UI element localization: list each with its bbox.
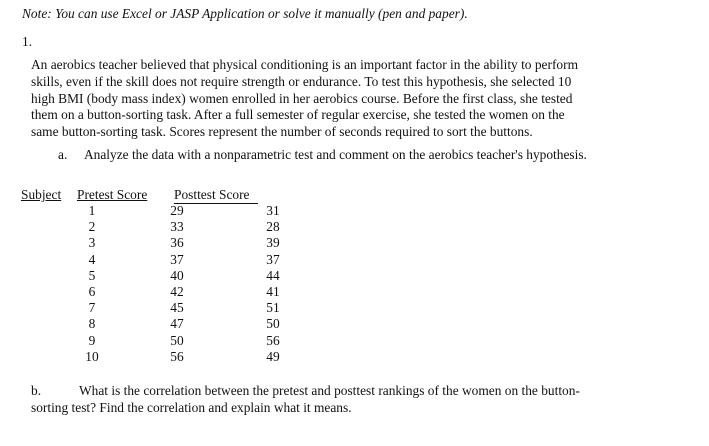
cell-pretest: 33 <box>170 219 184 235</box>
part-b-question-continued: sorting test? Find the correlation and explain what it means. <box>31 400 352 415</box>
cell-subject: 3 <box>88 235 96 251</box>
cell-posttest: 39 <box>266 235 280 251</box>
header-subject: Subject <box>21 187 62 202</box>
cell-pretest: 37 <box>170 251 184 267</box>
paragraph-line: them on a button-sorting task. After a full semester of regular exercise, she tested the women on the <box>31 107 565 123</box>
part-b-letter: b. <box>31 383 42 398</box>
paragraph-line: skills, even if the skill does not require strength or endurance. To test this hypothesis, she selected 10 <box>31 73 572 89</box>
table-row <box>0 219 709 235</box>
cell-pretest: 40 <box>170 267 184 283</box>
table-row <box>0 300 709 316</box>
cell-posttest: 41 <box>266 283 280 299</box>
cell-subject: 4 <box>88 251 96 267</box>
paragraph-line: An aerobics teacher believed that physical conditioning is an important factor in the ability to perform <box>31 57 578 72</box>
part-a-question: Analyze the data with a nonparametric test and comment on the aerobics teacher's hypothesis. <box>84 147 587 162</box>
table-row <box>0 235 709 251</box>
table-row <box>0 203 709 219</box>
cell-pretest: 42 <box>170 283 184 299</box>
cell-posttest: 31 <box>266 203 280 218</box>
cell-subject: 8 <box>88 316 96 332</box>
cell-subject: 9 <box>88 332 96 348</box>
cell-subject: 7 <box>88 300 96 316</box>
cell-subject: 1 <box>88 203 96 218</box>
table-row <box>0 316 709 332</box>
table-row <box>0 349 709 365</box>
header-posttest: Posttest Score <box>174 187 258 204</box>
table-row <box>0 268 709 284</box>
cell-pretest: 29 <box>170 203 184 218</box>
question-number: 1. <box>22 34 33 49</box>
paragraph-line: same button-sorting task. Scores represent the number of seconds required to sort the buttons. <box>31 124 533 140</box>
cell-subject: 5 <box>88 267 96 283</box>
cell-posttest: 56 <box>266 332 280 348</box>
cell-posttest: 28 <box>266 219 280 235</box>
cell-posttest: 37 <box>266 251 280 267</box>
part-b-question: What is the correlation between the pretest and posttest rankings of the women on the button- <box>79 383 580 398</box>
cell-subject: 2 <box>88 219 96 235</box>
score-table <box>0 203 709 365</box>
cell-posttest: 49 <box>266 348 280 364</box>
cell-posttest: 50 <box>266 316 280 332</box>
cell-subject: 6 <box>88 283 96 299</box>
cell-subject: 10 <box>85 348 99 364</box>
table-row <box>0 252 709 268</box>
cell-posttest: 44 <box>266 267 280 283</box>
problem-paragraph <box>31 57 671 141</box>
part-a-letter: a. <box>58 147 68 162</box>
paragraph-line: high BMI (body mass index) women enrolled in her aerobics course. Before the first class, she tested <box>31 90 573 106</box>
cell-pretest: 50 <box>170 332 184 348</box>
instruction-note: Note: You can use Excel or JASP Application or solve it manually (pen and paper). <box>22 6 468 21</box>
cell-pretest: 56 <box>170 348 184 364</box>
cell-pretest: 45 <box>170 300 184 316</box>
table-row <box>0 284 709 300</box>
header-pretest: Pretest Score <box>77 187 148 202</box>
table-row <box>0 333 709 349</box>
cell-pretest: 47 <box>170 316 184 332</box>
cell-pretest: 36 <box>170 235 184 251</box>
cell-posttest: 51 <box>266 300 280 316</box>
